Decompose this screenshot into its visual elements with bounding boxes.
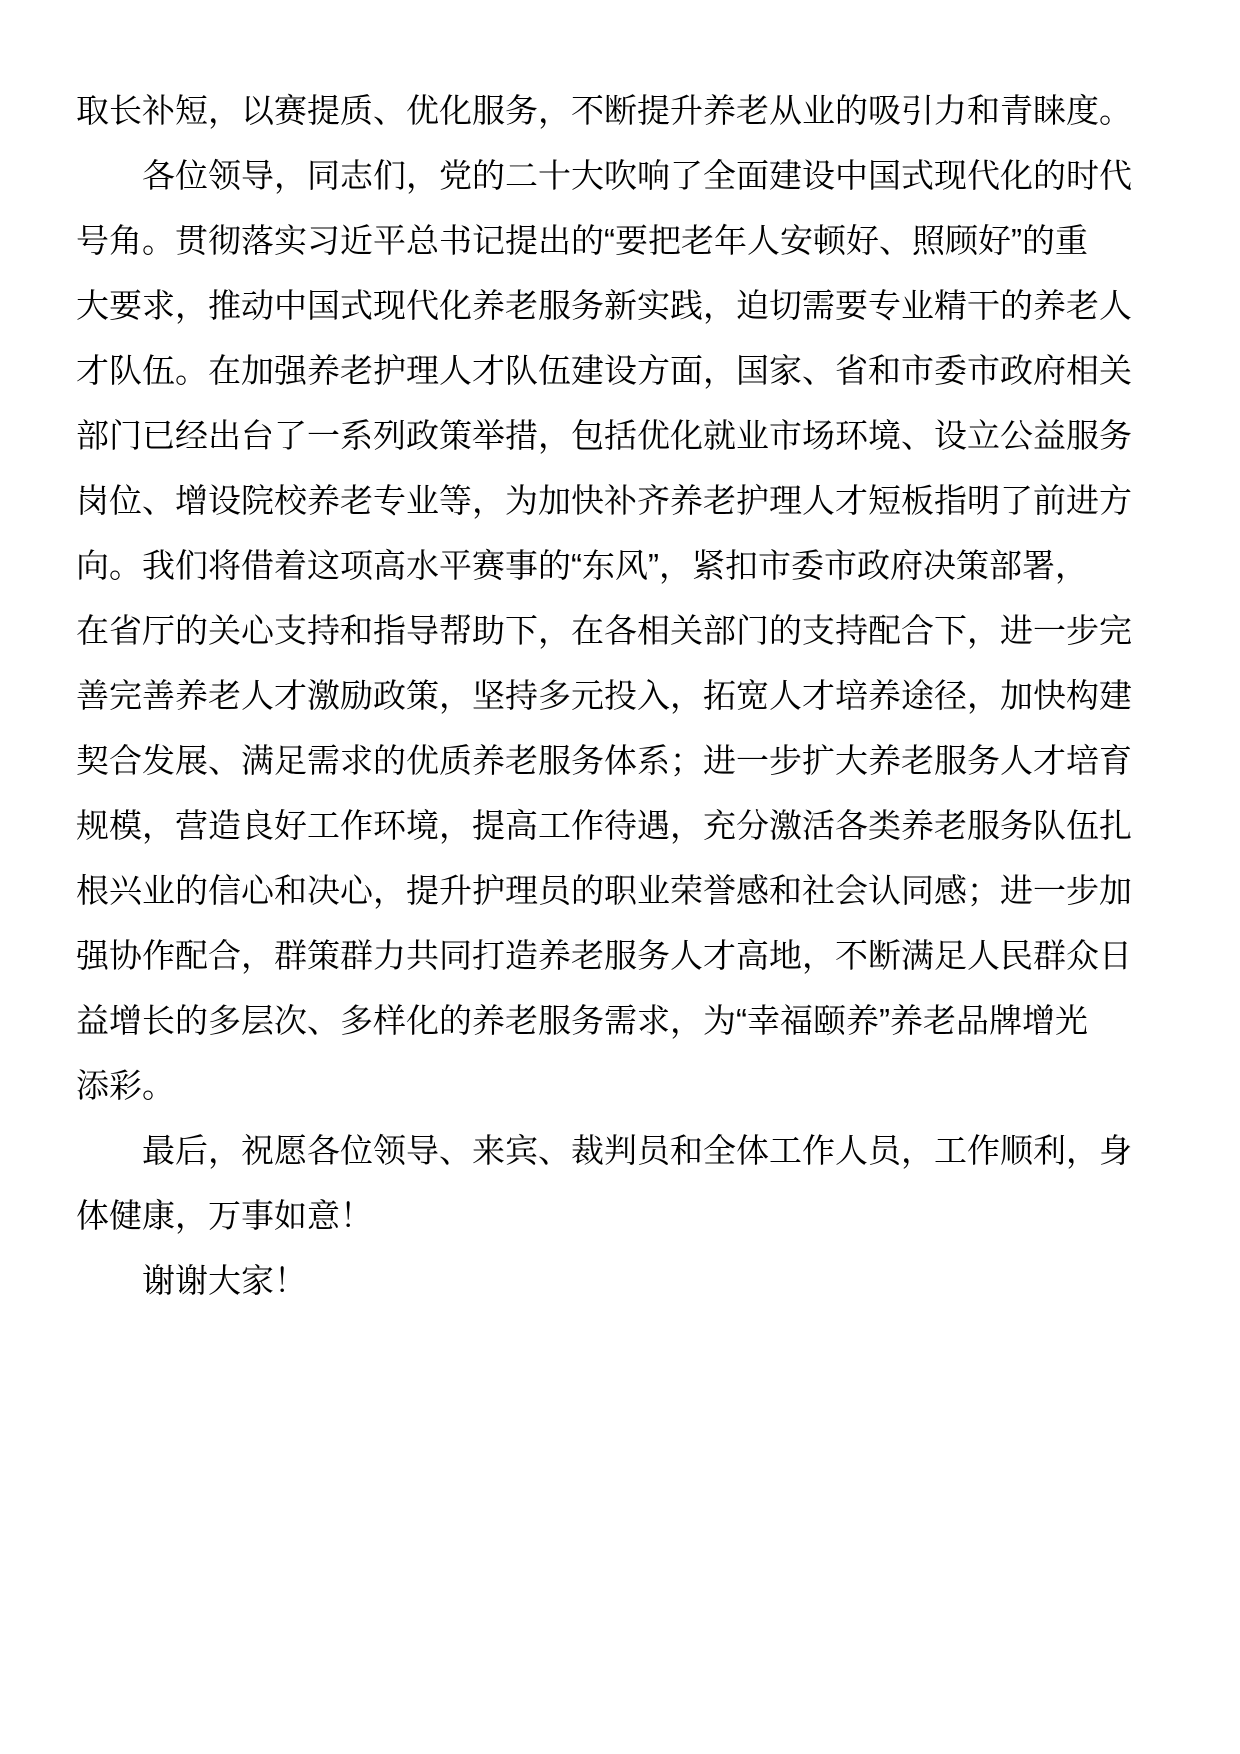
text-line: 部门已经出台了一系列政策举措，包括优化就业市场环境、设立公益服务 <box>76 417 1132 454</box>
paragraph-main <box>76 143 1166 1118</box>
text-line: 号角。贯彻落实习近平总书记提出的“要把老年人安顿好、照顾好”的重 <box>76 222 1088 259</box>
text-line: 益增长的多层次、多样化的养老服务需求，为“幸福颐养”养老品牌增光 <box>76 1002 1088 1039</box>
text-line: 大要求，推动中国式现代化养老服务新实践，迫切需要专业精干的养老人 <box>76 287 1132 324</box>
text-line: 添彩。 <box>76 1067 175 1104</box>
paragraph-thanks <box>76 1248 1166 1313</box>
text-line: 谢谢大家！ <box>142 1262 307 1299</box>
paragraph-continuation <box>76 78 1166 143</box>
text-line: 才队伍。在加强养老护理人才队伍建设方面，国家、省和市委市政府相关 <box>76 352 1132 389</box>
text-body <box>76 78 1166 1313</box>
text-line: 取长补短，以赛提质、优化服务，不断提升养老从业的吸引力和青睐度。 <box>76 92 1132 129</box>
text-line: 各位领导，同志们，党的二十大吹响了全面建设中国式现代化的时代 <box>142 157 1132 194</box>
text-line: 规模，营造良好工作环境，提高工作待遇，充分激活各类养老服务队伍扎 <box>76 807 1132 844</box>
text-line: 体健康，万事如意！ <box>76 1197 373 1234</box>
text-line: 岗位、增设院校养老专业等，为加快补齐养老护理人才短板指明了前进方 <box>76 482 1132 519</box>
text-line: 善完善养老人才激励政策，坚持多元投入，拓宽人才培养途径，加快构建 <box>76 677 1132 714</box>
text-line: 在省厅的关心支持和指导帮助下，在各相关部门的支持配合下，进一步完 <box>76 612 1132 649</box>
text-line: 根兴业的信心和决心，提升护理员的职业荣誉感和社会认同感；进一步加 <box>76 872 1132 909</box>
text-line: 强协作配合，群策群力共同打造养老服务人才高地，不断满足人民群众日 <box>76 937 1132 974</box>
text-line: 契合发展、满足需求的优质养老服务体系；进一步扩大养老服务人才培育 <box>76 742 1132 779</box>
text-line: 最后，祝愿各位领导、来宾、裁判员和全体工作人员，工作顺利，身 <box>142 1132 1132 1169</box>
paragraph-closing-wishes <box>76 1118 1166 1248</box>
text-line: 向。我们将借着这项高水平赛事的“东风”，紧扣市委市政府决策部署， <box>76 547 1088 584</box>
